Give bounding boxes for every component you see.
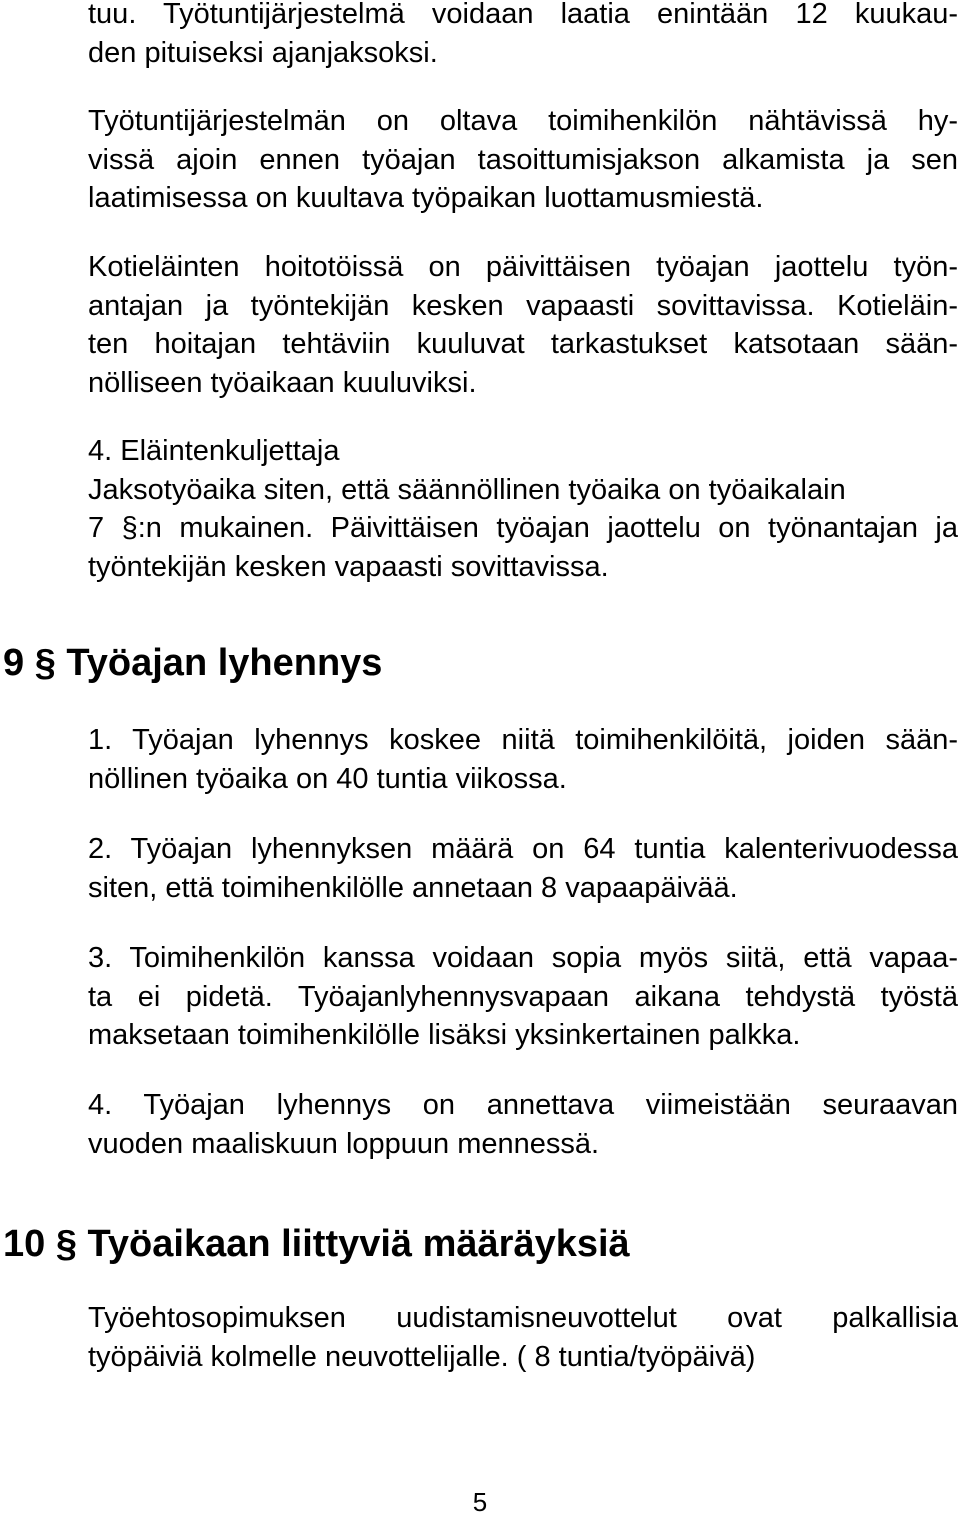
section-heading-10: 10 § Työaikaan liittyviä määräyksiä [3, 1223, 630, 1265]
text-line: siten, että toimihenkilölle annetaan 8 vapaapäivää. [88, 871, 738, 904]
page-number: 5 [472, 1487, 488, 1517]
text-line: tuu. Työtuntijärjestelmä voidaan laatia enintään 12 kuukau- [88, 0, 958, 30]
text-line: Kotieläinten hoitotöissä on päivittäisen työajan jaottelu työn- [88, 251, 958, 283]
text-line: laatimisessa on kuultava työpaikan luottamusmiestä. [88, 182, 764, 214]
text-line: 2. Työajan lyhennyksen määrä on 64 tuntia kalenterivuodessa [88, 833, 958, 865]
section-9-item-3 [88, 939, 958, 1055]
text-line: työntekijän kesken vapaasti sovittavissa. [88, 550, 609, 583]
text-line: Työehtosopimuksen uudistamisneuvottelut ovat palkallisia [88, 1302, 958, 1334]
timetable-paragraph [88, 102, 958, 218]
animal-transport-item [88, 432, 958, 586]
text-line: maksetaan toimihenkilölle lisäksi yksinkertainen palkka. [88, 1019, 801, 1051]
section-9-item-2 [88, 830, 958, 907]
text-line: antajan ja työntekijän kesken vapaasti sovittavissa. Kotieläin- [88, 289, 958, 322]
livestock-paragraph [88, 248, 958, 402]
text-line: työpäiviä kolmelle neuvottelijalle. ( 8 tuntia/työpäivä) [88, 1340, 756, 1373]
text-line: 4. Työajan lyhennys on annettava viimeistään seuraavan [88, 1089, 958, 1121]
text-line: nölliseen työaikaan kuuluviksi. [88, 366, 477, 399]
text-line: vuoden maaliskuun loppuun mennessä. [88, 1127, 600, 1160]
section-9-item-1 [88, 721, 958, 798]
text-line: den pituiseksi ajanjaksoksi. [88, 36, 438, 69]
text-line: 3. Toimihenkilön kanssa voidaan sopia myös siitä, että vapaa- [88, 942, 958, 974]
text-line: Jaksotyöaika siten, että säännöllinen työaika on työaikalain [88, 473, 846, 506]
text-line: 7 §:n mukainen. Päivittäisen työajan jaottelu on työnantajan ja [88, 512, 958, 544]
intro-paragraph [88, 0, 958, 72]
text-line: Työtuntijärjestelmän on oltava toimihenkilön nähtävissä hy- [88, 105, 958, 137]
text-line: nöllinen työaika on 40 tuntia viikossa. [88, 762, 567, 795]
item-title: 4. Eläintenkuljettaja [88, 435, 340, 467]
text-line: 1. Työajan lyhennys koskee niitä toimihenkilöitä, joiden sään- [88, 724, 958, 756]
section-9-item-4 [88, 1086, 958, 1163]
section-heading-9: 9 § Työajan lyhennys [3, 642, 383, 684]
text-line: ta ei pidetä. Työajanlyhennysvapaan aikana tehdystä työstä [88, 980, 958, 1013]
section-10-paragraph [88, 1299, 958, 1376]
text-line: ten hoitajan tehtäviin kuuluvat tarkastukset katsotaan sään- [88, 328, 958, 360]
text-line: vissä ajoin ennen työajan tasoittumisjakson alkamista ja sen [88, 143, 958, 176]
